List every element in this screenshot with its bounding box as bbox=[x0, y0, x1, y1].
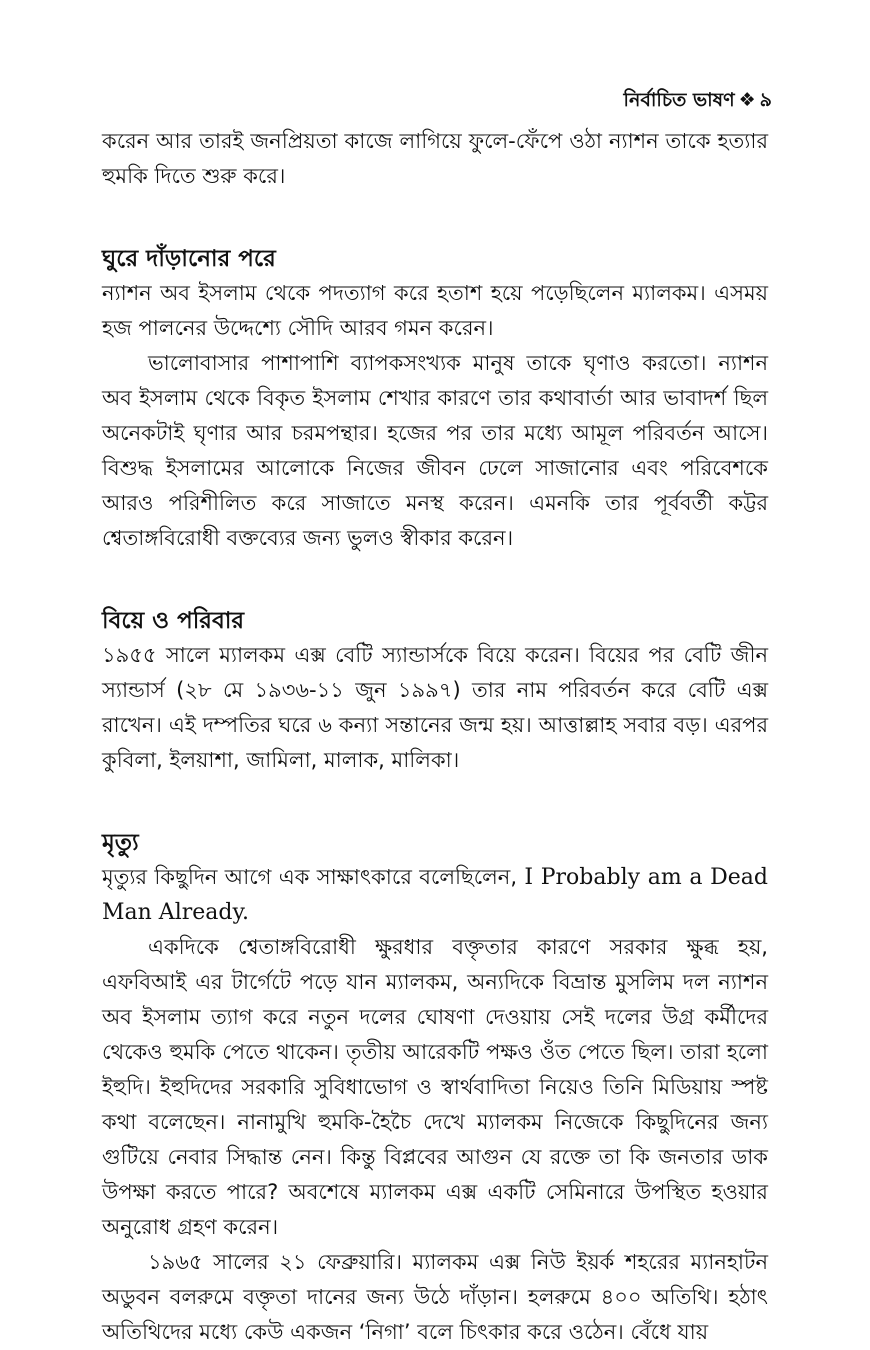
section-death bbox=[102, 826, 768, 1350]
section-heading: মৃত্যু bbox=[102, 830, 139, 856]
running-header bbox=[624, 86, 772, 118]
section-heading: বিয়ে ও পরিবার bbox=[102, 608, 245, 634]
body-paragraph: ১৯৫৫ সালে ম্যালকম এক্স বেটি স্যান্ডার্সকে বিয়ে করেন। বিয়ের পর বেটি জীন স্যান্ডার্স (২৮ মে ১৯৩৬-১১ জুন ১৯৯৭) তার নাম পরিবর্তন করে বেটি এক্স রাখেন। এই দম্পতির ঘরে ৬ কন্যা সন্তানের জন্ম হয়। আত্তাল্লাহ সবার বড়। এরপর কুবিলা, ইলয়াশা, জামিলা, মালাক, মালিকা। bbox=[102, 643, 768, 772]
body-paragraph: একদিকে শ্বেতাঙ্গবিরোধী ক্ষুরধার বক্তৃতার কারণে সরকার ক্ষুব্ধ হয়, এফবিআই এর টার্গেটে পড়ে যান ম্যালকম, অন্যদিকে বিভ্রান্ত মুসলিম দল ন্যাশন অব ইসলাম ত্যাগ করে নতুন দলের ঘোষণা দেওয়ায় সেই দলের উগ্র কর্মীদের থেকেও হুমকি পেতে থাকেন। তৃতীয় আরেকটি পক্ষও ওঁত পেতে ছিল। তারা হলো ইহুদি। ইহুদিদের সরকারি সুবিধাভোগ ও স্বার্থবাদিতা নিয়েও তিনি মিডিয়ায় স্পষ্ট কথা বলেছেন। নানামুখি হুমকি-হৈচৈ দেখে ম্যালকম নিজেকে কিছুদিনের জন্য গুটিয়ে নেবার সিদ্ধান্ত নেন। কিন্তু বিপ্লবের আগুন যে রক্তে তা কি জনতার ডাক উপক্ষা করতে পারে? অবশেষে ম্যালকম এক্স একটি সেমিনারে উপস্থিত হওয়ার অনুরোধ গ্রহণ করেন। bbox=[102, 935, 768, 1239]
lead-paragraph bbox=[102, 860, 768, 930]
page-number: ৯ bbox=[759, 89, 772, 111]
section-after-turnaround bbox=[102, 242, 768, 556]
running-title: নির্বাচিত ভাষণ bbox=[623, 89, 735, 111]
section-heading: ঘুরে দাঁড়ানোর পরে bbox=[102, 246, 276, 272]
body-paragraph: ন্যাশন অব ইসলাম থেকে পদত্যাগ করে হতাশ হয়ে পড়েছিলেন ম্যালকম। এসময় হজ পালনের উদ্দেশ্যে সৌদি আরব গমন করেন। bbox=[102, 281, 768, 340]
lead-quote-english: I Probably am a Dead Man Already. bbox=[102, 865, 768, 925]
body-paragraph: ১৯৬৫ সালের ২১ ফেব্রুয়ারি। ম্যালকম এক্স নিউ ইয়র্ক শহরের ম্যানহাটন অডুবন বলরুমে বক্তৃতা দানের জন্য উঠে দাঁড়ান। হলরুমে ৪০০ অতিথি। হঠাৎ অতিথিদের মধ্যে কেউ একজন ‘নিগা’ বলে চিৎকার করে ওঠেন। বেঁধে যায় bbox=[102, 1250, 768, 1344]
intro-paragraph: করেন আর তারই জনপ্রিয়তা কাজে লাগিয়ে ফুলে-ফেঁপে ওঠা ন্যাশন তাকে হত্যার হুমকি দিতে শুরু করে। bbox=[102, 129, 768, 188]
page-body bbox=[102, 124, 768, 1350]
diamond-ornament-icon: ❖ bbox=[738, 89, 756, 111]
lead-text-bengali: মৃত্যুর কিছুদিন আগে এক সাক্ষাৎকারে বলেছিলেন, bbox=[102, 865, 518, 889]
body-paragraph: ভালোবাসার পাশাপাশি ব্যাপকসংখ্যক মানুষ তাকে ঘৃণাও করতো। ন্যাশন অব ইসলাম থেকে বিকৃত ইসলাম শেখার কারণে তার কথাবার্তা আর ভাবাদর্শ ছিল অনেকটাই ঘৃণার আর চরমপন্থার। হজের পর তার মধ্যে আমূল পরিবর্তন আসে। বিশুদ্ধ ইসলামের আলোকে নিজের জীবন ঢেলে সাজানোর এবং পরিবেশকে আরও পরিশীলিত করে সাজাতে মনস্থ করেন। এমনকি তার পূর্ববর্তী কট্টর শ্বেতাঙ্গবিরোধী বক্তব্যের জন্য ভুলও স্বীকার করেন। bbox=[102, 351, 768, 550]
section-marriage-family bbox=[102, 604, 768, 778]
